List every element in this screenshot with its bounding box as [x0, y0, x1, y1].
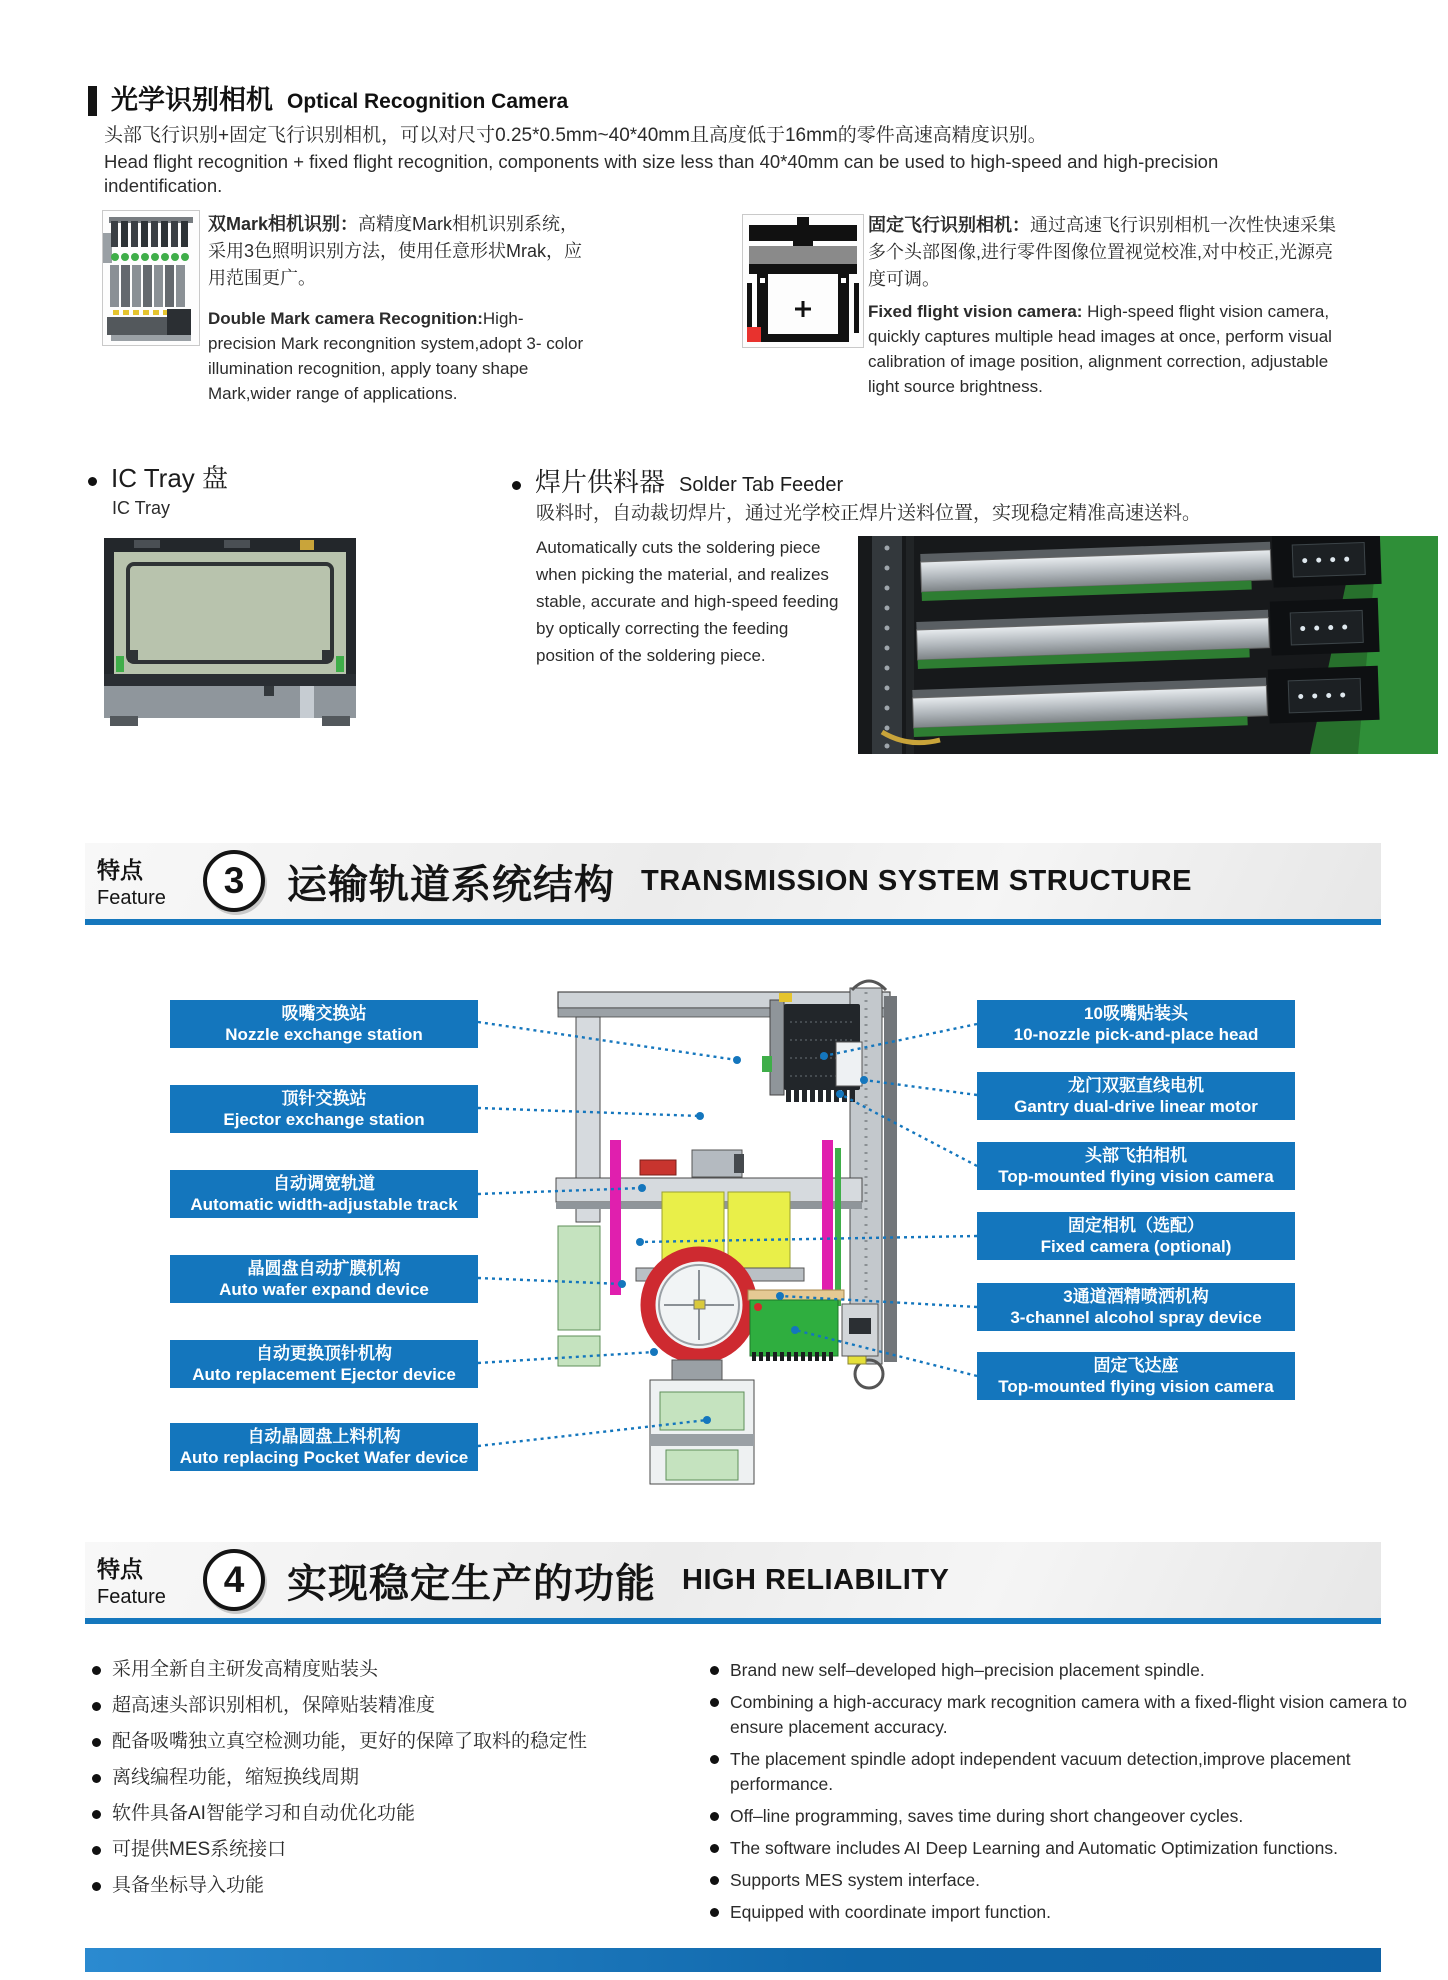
double-mark-en: Double Mark camera Recognition:High-precision Mark recongnition system,adopt 3- color illumination recognition, apply toany shape Mark,wider range of applications.	[208, 309, 584, 403]
feature-tag-en: Feature	[97, 1586, 166, 1608]
bullet-icon	[512, 481, 521, 490]
ic-tray-title-row	[88, 458, 228, 495]
double-mark-head-image	[102, 210, 200, 346]
diagram-label-head-flying-camera: 头部飞拍相机 Top-mounted flying vision camera	[977, 1142, 1295, 1190]
double-mark-zh: 双Mark相机识别：高精度Mark相机识别系统，采用3色照明识别方法，使用任意形状Mrak，应用范围更广。	[208, 214, 583, 288]
list-item: Off–line programming, saves time during short changeover cycles.	[706, 1804, 1412, 1829]
ic-tray-title: IC Tray 盘	[111, 463, 229, 493]
fixed-flight-en: Fixed flight vision camera: High-speed flight vision camera, quickly captures multiple head images at once, perform visual calibration of image position, alignment correction, adjustable light source brightness.	[868, 302, 1332, 396]
list-item: 具备坐标导入功能	[88, 1872, 688, 1900]
optical-desc-en: Head flight recognition + fixed flight recognition, components with size less than 40*40mm can be used to high-speed and high-precision indentification.	[104, 151, 1219, 196]
optical-title-en: Optical Recognition Camera	[287, 90, 569, 113]
optical-title-zh: 光学识别相机	[111, 85, 273, 115]
fixed-flight-camera-drawing	[743, 215, 863, 347]
list-item: 采用全新自主研发高精度贴装头	[88, 1656, 688, 1684]
ic-tray-drawing	[104, 538, 356, 726]
solder-feeder-photo	[858, 536, 1438, 754]
diagram-label-gantry-linear-motor: 龙门双驱直线电机 Gantry dual-drive linear motor	[977, 1072, 1295, 1120]
feature4-title-en: HIGH RELIABILITY	[682, 1563, 950, 1596]
diagram-label-width-adjustable-track: 自动调宽轨道 Automatic width-adjustable track	[170, 1170, 478, 1218]
diagram-label-10-nozzle-head: 10吸嘴贴装头 10-nozzle pick-and-place head	[977, 1000, 1295, 1048]
list-item: 离线编程功能，缩短换线周期	[88, 1764, 688, 1792]
list-item: 软件具备AI智能学习和自动优化功能	[88, 1800, 688, 1828]
diagram-label-fixed-feeder-base: 固定飞达座 Top-mounted flying vision camera	[977, 1352, 1295, 1400]
list-item: 可提供MES系统接口	[88, 1836, 688, 1864]
list-item: Equipped with coordinate import function.	[706, 1900, 1412, 1925]
feature3-title-zh: 运输轨道系统结构	[287, 862, 615, 907]
footer-bar	[85, 1948, 1381, 1972]
feature4-band	[85, 1542, 1381, 1624]
connector-dots	[618, 1052, 868, 1424]
double-mark-head-drawing	[103, 211, 199, 345]
solder-feeder-title-row	[512, 462, 843, 499]
solder-feeder-title-zh: 焊片供料器	[535, 467, 666, 497]
diagram-label-replacement-ejector-device: 自动更换顶针机构 Auto replacement Ejector device	[170, 1340, 478, 1388]
feature3-number-badge: 3	[203, 850, 265, 912]
optical-section-header	[88, 84, 568, 116]
feature3-title-en: TRANSMISSION SYSTEM STRUCTURE	[641, 864, 1193, 897]
list-item: The placement spindle adopt independent vacuum detection,improve placement performance.	[706, 1747, 1412, 1797]
fixed-flight-text	[868, 212, 1348, 399]
list-item: Brand new self–developed high–precision placement spindle.	[706, 1658, 1412, 1683]
diagram-label-nozzle-exchange-station: 吸嘴交换站 Nozzle exchange station	[170, 1000, 478, 1048]
connector-lines	[478, 1022, 977, 1446]
diagram-label-fixed-camera-optional: 固定相机（选配） Fixed camera (optional)	[977, 1212, 1295, 1260]
feature4-number-badge: 4	[203, 1549, 265, 1611]
list-item: The software includes AI Deep Learning and Automatic Optimization functions.	[706, 1836, 1412, 1861]
list-item: 超高速头部识别相机，保障贴装精准度	[88, 1692, 688, 1720]
diagram-label-ejector-exchange-station: 顶针交换站 Ejector exchange station	[170, 1085, 478, 1133]
solder-feeder-desc-en: Automatically cuts the soldering piece when picking the material, and realizes stable, accurate and high-speed feeding by optically correcting the feeding position of the soldering piece.	[536, 538, 839, 665]
double-mark-text	[208, 211, 586, 406]
diagram-label-wafer-expand-device: 晶圆盘自动扩膜机构 Auto wafer expand device	[170, 1255, 478, 1303]
feature-tag-zh: 特点	[97, 857, 143, 883]
list-item: Combining a high-accuracy mark recognition camera with a fixed-flight vision camera to ensure placement accuracy.	[706, 1690, 1412, 1740]
bullet-icon	[88, 477, 97, 486]
optical-desc-zh: 头部飞行识别+固定飞行识别相机，可以对尺寸0.25*0.5mm~40*40mm且高度低于16mm的零件高速高精度识别。	[104, 125, 1047, 146]
feature3-tag	[97, 852, 183, 910]
list-item: Supports MES system interface.	[706, 1868, 1412, 1893]
reliability-list-en	[706, 1658, 1412, 1932]
feature-tag-en: Feature	[97, 887, 166, 909]
diagram-label-pocket-wafer-device: 自动晶圆盘上料机构 Auto replacing Pocket Wafer device	[170, 1423, 478, 1471]
solder-feeder-photo-drawing	[858, 536, 1438, 754]
diagram-label-alcohol-spray-device: 3通道酒精喷洒机构 3-channel alcohol spray device	[977, 1283, 1295, 1331]
list-item: 配备吸嘴独立真空检测功能，更好的保障了取料的稳定性	[88, 1728, 688, 1756]
fixed-flight-zh: 固定飞行识别相机：通过高速飞行识别相机一次性快速采集多个头部图像,进行零件图像位置视觉校准,对中校正,光源亮度可调。	[868, 215, 1336, 289]
fixed-flight-camera-image	[742, 214, 864, 348]
ic-tray-subtitle: IC Tray	[112, 498, 171, 518]
feature3-band	[85, 843, 1381, 925]
header-accent-bar	[88, 86, 97, 116]
solder-feeder-desc-zh: 吸料时，自动裁切焊片，通过光学校正焊片送料位置，实现稳定精准高速送料。	[536, 503, 1202, 524]
feature-tag-zh: 特点	[97, 1556, 143, 1582]
feature4-title-zh: 实现稳定生产的功能	[287, 1561, 656, 1606]
feature4-tag	[97, 1551, 183, 1609]
reliability-list-zh	[88, 1656, 688, 1908]
ic-tray-image	[104, 538, 356, 726]
solder-feeder-title-en: Solder Tab Feeder	[679, 474, 844, 496]
